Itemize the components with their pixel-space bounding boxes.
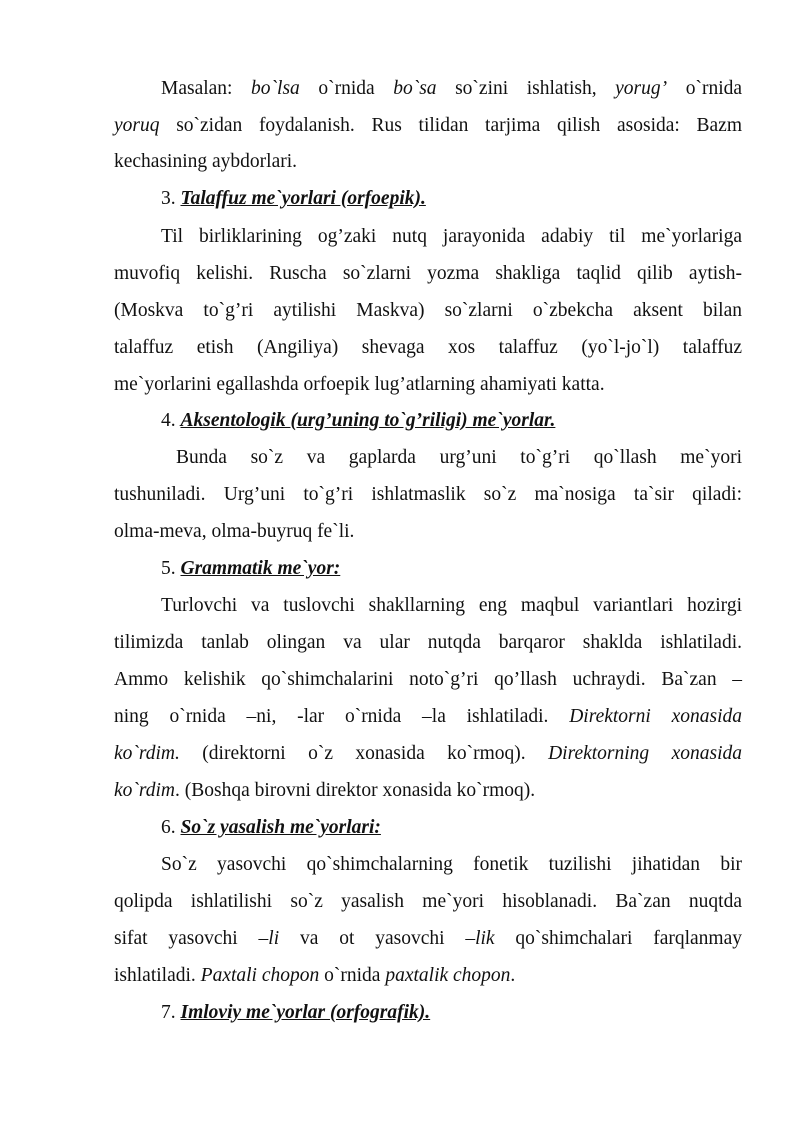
paragraph-line: So`z yasovchi qo`shimchalarning fonetik tuzilishi jihatidan bir [161,854,742,875]
section-heading-7: 7. Imloviy me`yorlar (orfografik). [161,1002,431,1023]
paragraph-line: tilimizda tanlab olingan va ular nutqda barqaror shaklda ishlatiladi. [114,632,742,653]
paragraph-line: Ammo kelishik qo`shimchalarini noto`g’ri qo’llash uchraydi. Ba`zan – [114,669,742,690]
paragraph-line: Bunda so`z va gaplarda urg’uni to`g’ri qo`llash me`yori [176,447,742,468]
paragraph-line: tushuniladi. Urg’uni to`g’ri ishlatmaslik so`z ma`nosiga ta`sir qiladi: [114,484,742,505]
paragraph-line: Masalan: bo`lsa o`rnida bo`sa so`zini ishlatish, yorug’ o`rnida [161,78,743,99]
paragraph-line: me`yorlarini egallashda orfoepik lug’atlarning ahamiyati katta. [114,374,605,395]
paragraph-line: kechasining aybdorlari. [114,151,298,172]
paragraph-line: ko`rdim. (direktorni o`z xonasida ko`rmoq). Direktorning xonasida [114,743,742,764]
paragraph-line: Til birliklarining og’zaki nutq jarayonida adabiy til me`yorlariga [161,226,742,247]
paragraph-line: (Moskva to`g’ri aytilishi Maskva) so`zlarni o`zbekcha aksent bilan [114,300,742,321]
paragraph-line: olma-meva, olma-buyruq fe`li. [114,521,355,542]
paragraph-line: ishlatiladi. Paxtali chopon o`rnida paxtalik chopon. [114,965,516,986]
paragraph-line: ko`rdim. (Boshqa birovni direktor xonasida ko`rmoq). [114,780,536,801]
section-heading-5: 5. Grammatik me`yor: [161,558,341,579]
paragraph-line: talaffuz etish (Angiliya) shevaga xos talaffuz (yo`l-jo`l) talaffuz [114,337,742,358]
paragraph-line: ning o`rnida –ni, -lar o`rnida –la ishlatiladi. Direktorni xonasida [114,706,742,727]
section-heading-6: 6. So`z yasalish me`yorlari: [161,817,381,838]
section-heading-3: 3. Talaffuz me`yorlari (orfoepik). [161,188,426,209]
paragraph-line: sifat yasovchi –li va ot yasovchi –lik qo`shimchalari farqlanmay [114,928,742,949]
paragraph-line: yoruq so`zidan foydalanish. Rus tilidan tarjima qilish asosida: Bazm [114,115,742,136]
paragraph-line: qolipda ishlatilishi so`z yasalish me`yori hisoblanadi. Ba`zan nuqtda [114,891,742,912]
section-heading-4: 4. Aksentologik (urg’uning to`g’riligi) me`yorlar. [161,410,556,431]
paragraph-line: muvofiq kelishi. Ruscha so`zlarni yozma shakliga taqlid qilib aytish- [114,263,742,284]
paragraph-line: Turlovchi va tuslovchi shakllarning eng maqbul variantlari hozirgi [161,595,742,616]
